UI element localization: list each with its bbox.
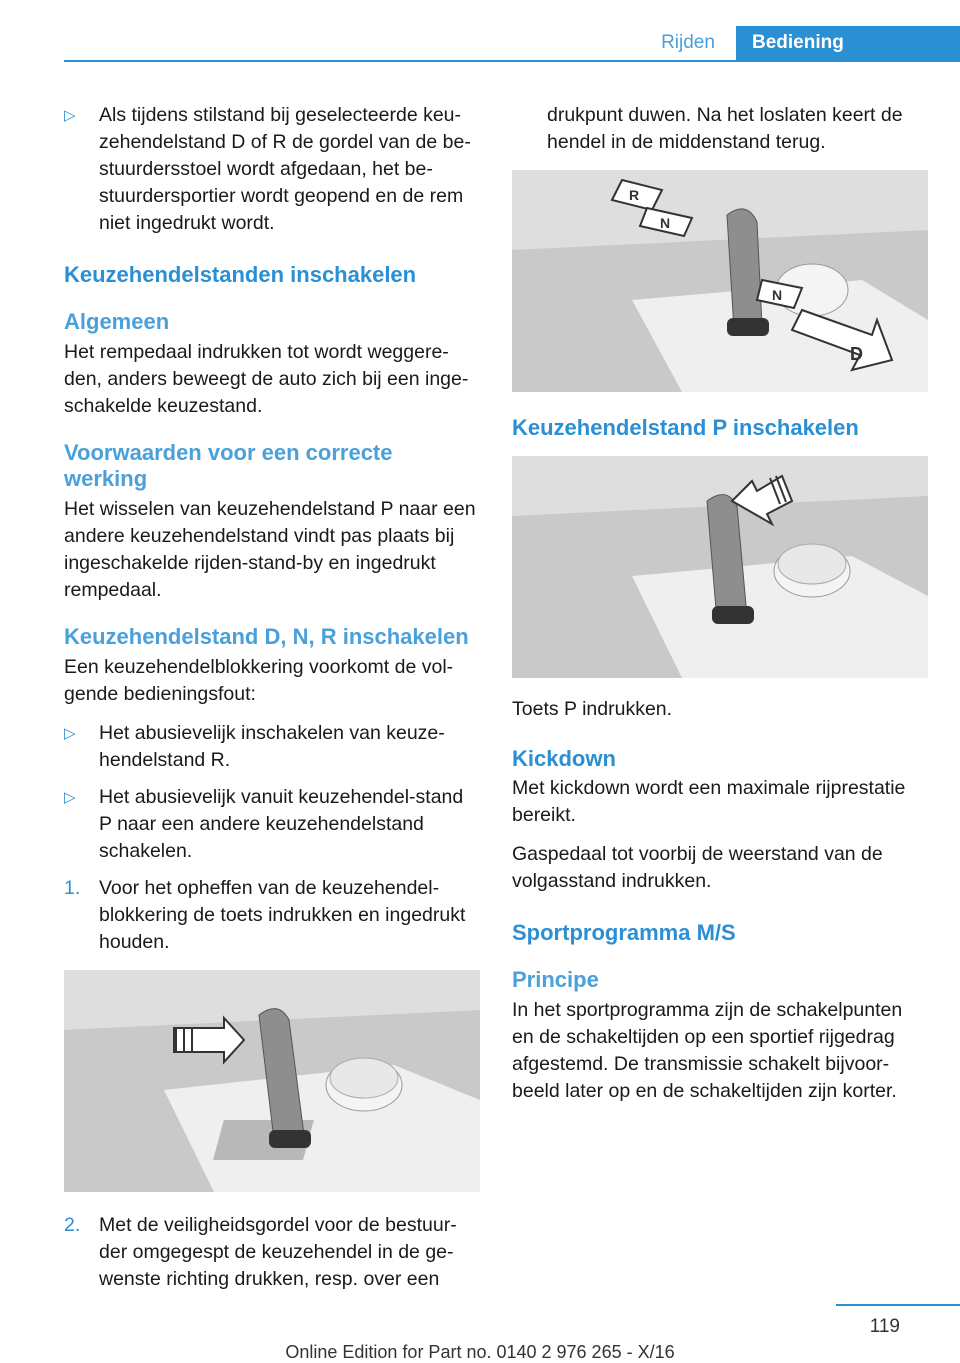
list-item-text: Als tijdens stilstand bij geselecteerde keu-zehendelstand D of R de gordel van de be-stuurdersstoel wordt afgedaan, het be-stuurdersportier wordt geopend en de rem niet ingedrukt wordt. xyxy=(99,104,471,234)
subsection-heading: Voorwaarden voor een correcte werking xyxy=(64,440,393,491)
subsection-heading: Keuzehendelstand D, N, R inschakelen xyxy=(64,624,469,649)
step-number: 2. xyxy=(64,1214,81,1236)
section-heading: Keuzehendelstand P inschakelen xyxy=(512,415,859,440)
paragraph: In het sportprogramma zijn de schakelpunten en de schakeltijden op een sportief rijgedrag afgestemd. De transmissie schakelt bijvoor-beeld later op en de schakeltijden zijn korter. xyxy=(512,999,903,1102)
numbered-step xyxy=(64,875,480,956)
paragraph: Het wisselen van keuzehendelstand P naar een andere keuzehendelstand vindt pas plaats bij ingeschakelde rijden-stand-by en ingedrukt rempedaal. xyxy=(64,498,476,601)
paragraph: Toets P indrukken. xyxy=(512,698,673,720)
header-tab-chapter[interactable]: Bediening xyxy=(736,26,960,60)
list-item xyxy=(64,102,480,237)
gear-selector-shift-figure xyxy=(512,170,928,392)
shift-label-d: D xyxy=(850,344,863,364)
paragraph: Met kickdown wordt een maximale rijprestatie bereikt. xyxy=(512,777,906,826)
shift-label-n2: N xyxy=(772,287,783,303)
paragraph: Het rempedaal indrukken tot wordt weggere-den, anders beweegt de auto zich bij een inge-schakelde keuzestand. xyxy=(64,341,469,417)
step-text: Met de veiligheidsgordel voor de bestuur-der omgegespt de keuzehendel in de ge-wenste richting drukken, resp. over een xyxy=(99,1214,457,1290)
shift-label-n: N xyxy=(660,215,671,231)
paragraph: Gaspedaal tot voorbij de weerstand van de volgasstand indrukken. xyxy=(512,843,883,892)
subsection-heading: Principe xyxy=(512,967,599,992)
page-number: 119 xyxy=(869,1316,900,1337)
header-divider xyxy=(64,60,960,62)
section-heading: Sportprogramma M/S xyxy=(512,920,736,945)
left-column xyxy=(64,102,480,1303)
triangle-bullet-icon: ▷ xyxy=(64,107,76,124)
list-item xyxy=(64,720,480,774)
shift-label-r: R xyxy=(629,187,640,203)
numbered-step xyxy=(64,1212,480,1293)
triangle-bullet-icon: ▷ xyxy=(64,725,76,742)
paragraph: drukpunt duwen. Na het loslaten keert de hendel in de middenstand terug. xyxy=(547,104,903,153)
right-column xyxy=(512,102,928,1117)
gear-selector-unlock-figure xyxy=(64,970,480,1192)
step-text: Voor het opheffen van de keuzehendel-blokkering de toets indrukken en ingedrukt houden. xyxy=(99,877,466,953)
triangle-bullet-icon: ▷ xyxy=(64,789,76,806)
list-item xyxy=(64,784,480,865)
gear-selector-park-figure xyxy=(512,456,928,678)
subsection-heading: Algemeen xyxy=(64,309,170,334)
header-tab-section[interactable]: Rijden xyxy=(661,32,715,53)
footer-divider xyxy=(836,1304,960,1306)
section-heading: Kickdown xyxy=(512,746,616,771)
edition-footer: Online Edition for Part no. 0140 2 976 265 - X/16 xyxy=(285,1342,675,1362)
step-number: 1. xyxy=(64,877,81,899)
list-item-text: Het abusievelijk vanuit keuzehendel-stand P naar een andere keuzehendelstand schakelen. xyxy=(99,786,464,862)
list-item-text: Het abusievelijk inschakelen van keuze-hendelstand R. xyxy=(99,722,445,771)
paragraph: Een keuzehendelblokkering voorkomt de vol-gende bedieningsfout: xyxy=(64,656,454,705)
section-heading: Keuzehendelstanden inschakelen xyxy=(64,262,417,287)
